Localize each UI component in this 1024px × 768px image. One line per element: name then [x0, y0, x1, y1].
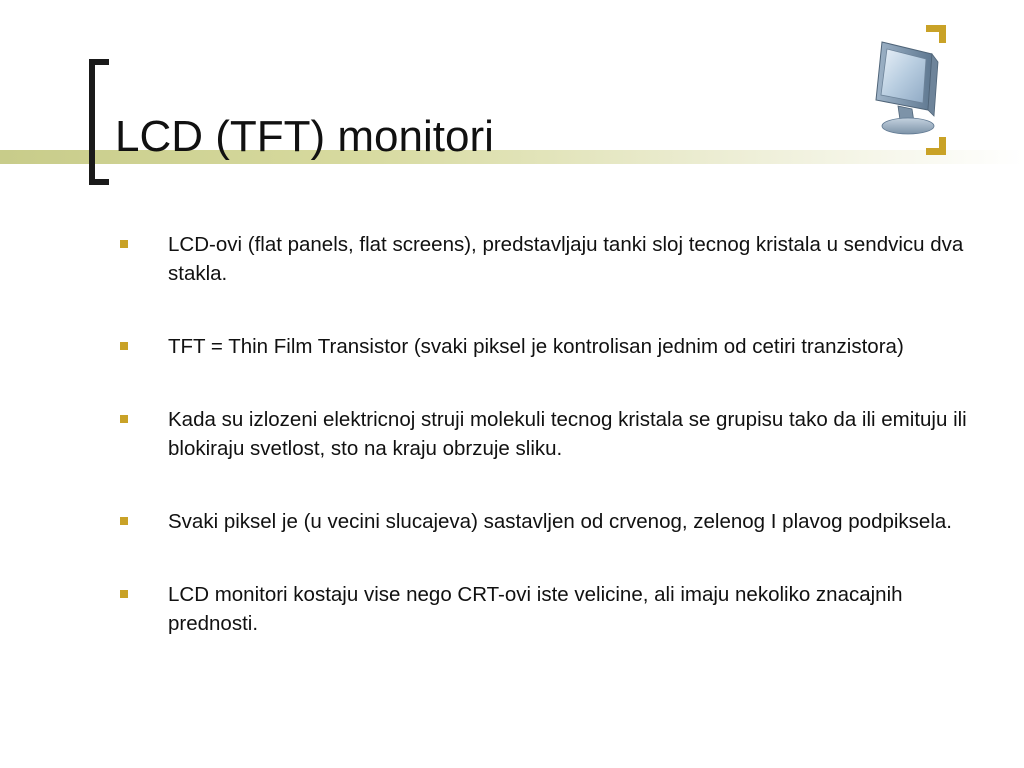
- bullet-item: [118, 230, 978, 288]
- bullet-item: [118, 405, 978, 463]
- square-bullet-icon: [120, 590, 128, 598]
- square-bullet-icon: [120, 342, 128, 350]
- bullet-item: [118, 507, 978, 536]
- bullet-text: LCD-ovi (flat panels, flat screens), predstavljaju tanki sloj tecnog kristala u sendvicu dva stakla.: [168, 233, 964, 285]
- square-bullet-icon: [120, 415, 128, 423]
- title-bracket-decoration: [89, 59, 109, 185]
- square-bullet-icon: [120, 517, 128, 525]
- lcd-monitor-icon: [870, 40, 950, 140]
- bullet-item: [118, 332, 978, 361]
- bracket-bottom: [89, 179, 109, 185]
- square-bullet-icon: [120, 240, 128, 248]
- bullet-text: Svaki piksel je (u vecini slucajeva) sastavljen od crvenog, zelenog I plavog podpiksela.: [168, 510, 952, 533]
- bullet-text: TFT = Thin Film Transistor (svaki piksel je kontrolisan jednim od cetiri tranzistora): [168, 335, 904, 358]
- slide-title: LCD (TFT) monitori: [115, 112, 494, 161]
- bullet-text: LCD monitori kostaju vise nego CRT-ovi iste velicine, ali imaju nekoliko znacajnih prednosti.: [168, 583, 903, 635]
- bullet-item: [118, 580, 978, 638]
- bracket-vertical: [89, 59, 95, 185]
- bullet-text: Kada su izlozeni elektricnoj struji molekuli tecnog kristala se grupisu tako da ili emituju ili blokiraju svetlost, sto na kraju obrzuje sliku.: [168, 408, 967, 460]
- bullet-list: [118, 230, 978, 682]
- bracket-top: [89, 59, 109, 65]
